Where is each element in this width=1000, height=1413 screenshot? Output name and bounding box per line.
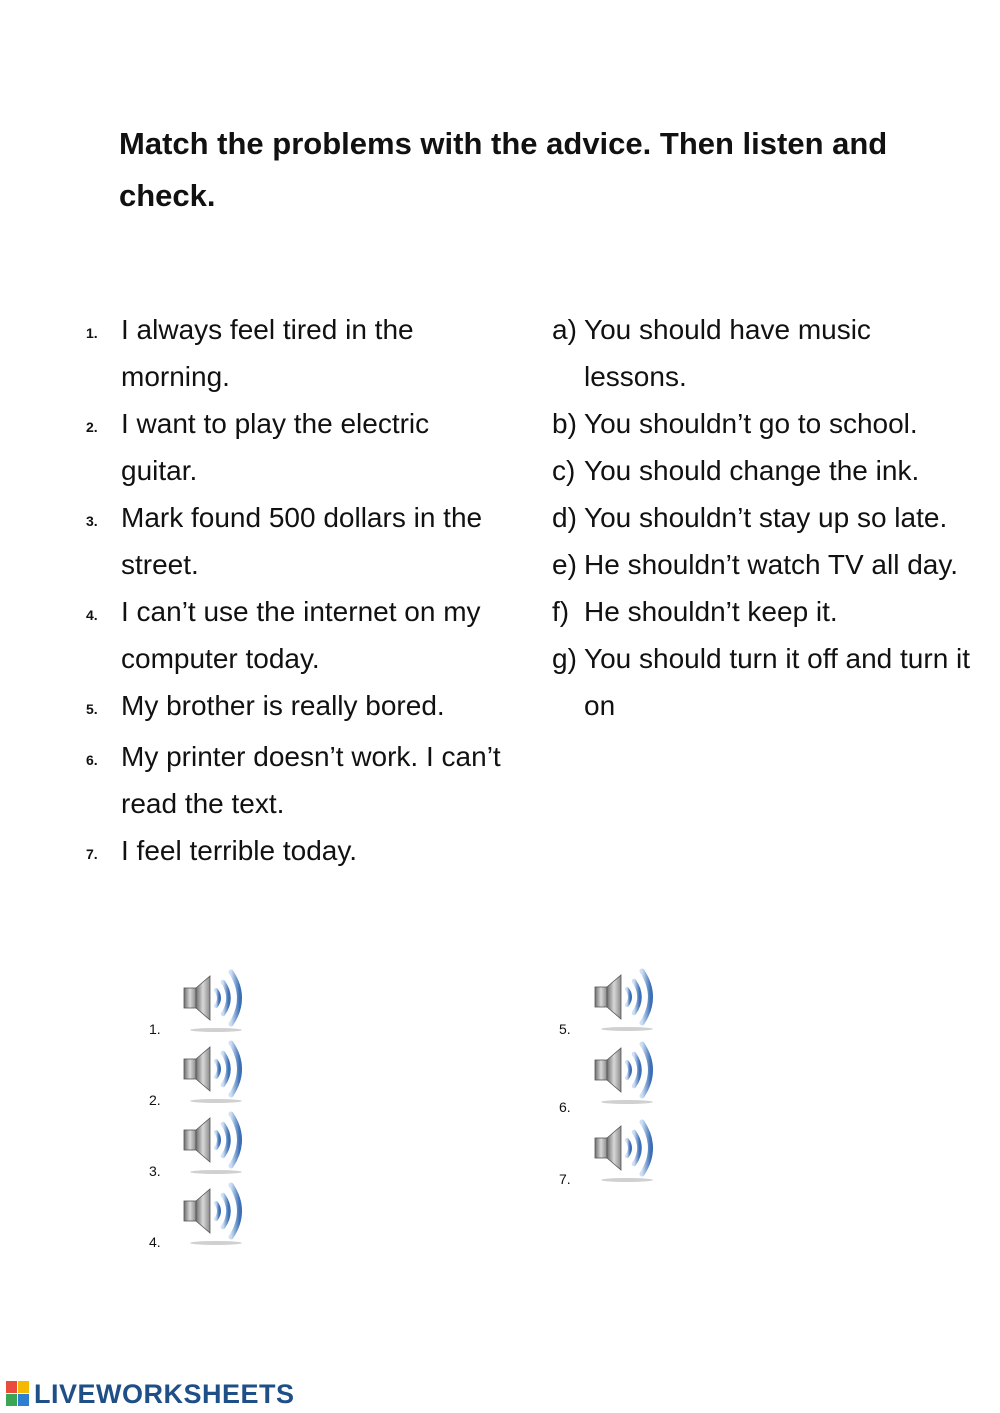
speaker-icon[interactable] xyxy=(178,1181,254,1247)
audio-label: 1. xyxy=(149,1021,161,1037)
advice-item xyxy=(552,306,972,400)
speaker-icon[interactable] xyxy=(178,1110,254,1176)
speaker-icon[interactable] xyxy=(589,1118,665,1184)
problem-number: 5. xyxy=(86,701,98,717)
speaker-icon[interactable] xyxy=(178,1039,254,1105)
audio-label: 2. xyxy=(149,1092,161,1108)
liveworksheets-logo-icon xyxy=(6,1381,30,1407)
problem-number: 7. xyxy=(86,846,98,862)
advice-letter: g) xyxy=(552,643,577,674)
advice-text: He shouldn’t watch TV all day. xyxy=(584,549,959,580)
audio-label: 3. xyxy=(149,1163,161,1179)
advice-letter: a) xyxy=(552,314,577,345)
problem-text: My printer doesn’t work. I can’t read the text. xyxy=(121,741,501,819)
speaker-icon[interactable] xyxy=(178,968,254,1034)
problem-text: I can’t use the internet on my computer today. xyxy=(121,596,481,674)
advice-letter: e) xyxy=(552,549,577,580)
problem-number: 6. xyxy=(86,752,98,768)
advice-list xyxy=(552,306,972,729)
audio-label: 4. xyxy=(149,1234,161,1250)
advice-text: You should have music lessons. xyxy=(584,314,871,392)
advice-item xyxy=(552,541,972,588)
footer-logo[interactable] xyxy=(6,1378,295,1410)
problem-number: 4. xyxy=(86,607,98,623)
audio-label: 5. xyxy=(559,1021,571,1037)
problem-item xyxy=(86,306,506,400)
problem-item xyxy=(86,494,506,588)
advice-text: You shouldn’t stay up so late. xyxy=(584,502,948,533)
problem-item xyxy=(86,682,506,733)
advice-text: You should turn it off and turn it on xyxy=(584,643,971,721)
problem-text: I always feel tired in the morning. xyxy=(121,314,414,392)
advice-item xyxy=(552,588,972,635)
advice-text: He shouldn’t keep it. xyxy=(584,596,838,627)
problem-item xyxy=(86,827,506,878)
advice-letter: f) xyxy=(552,596,570,627)
advice-letter: c) xyxy=(552,455,576,486)
problem-text: I feel terrible today. xyxy=(121,835,358,866)
speaker-icon[interactable] xyxy=(589,1040,665,1106)
advice-text: You should change the ink. xyxy=(584,455,920,486)
problem-text: Mark found 500 dollars in the street. xyxy=(121,502,483,580)
problem-item xyxy=(86,733,506,827)
audio-label: 7. xyxy=(559,1171,571,1187)
audio-label: 6. xyxy=(559,1099,571,1115)
problem-item xyxy=(86,588,506,682)
advice-text: You shouldn’t go to school. xyxy=(584,408,918,439)
advice-item xyxy=(552,635,972,729)
advice-item xyxy=(552,447,972,494)
advice-letter: d) xyxy=(552,502,577,533)
problem-item xyxy=(86,400,506,494)
advice-letter: b) xyxy=(552,408,577,439)
speaker-icon[interactable] xyxy=(589,967,665,1033)
problem-number: 2. xyxy=(86,419,98,435)
problem-text: I want to play the electric guitar. xyxy=(121,408,430,486)
problem-number: 1. xyxy=(86,325,98,341)
page-title: Match the problems with the advice. Then listen and check. xyxy=(119,126,888,213)
brand-name: LIVEWORKSHEETS xyxy=(34,1378,295,1409)
problems-list xyxy=(86,306,506,878)
problem-text: My brother is really bored. xyxy=(121,690,445,721)
problem-number: 3. xyxy=(86,513,98,529)
advice-item xyxy=(552,400,972,447)
advice-item xyxy=(552,494,972,541)
